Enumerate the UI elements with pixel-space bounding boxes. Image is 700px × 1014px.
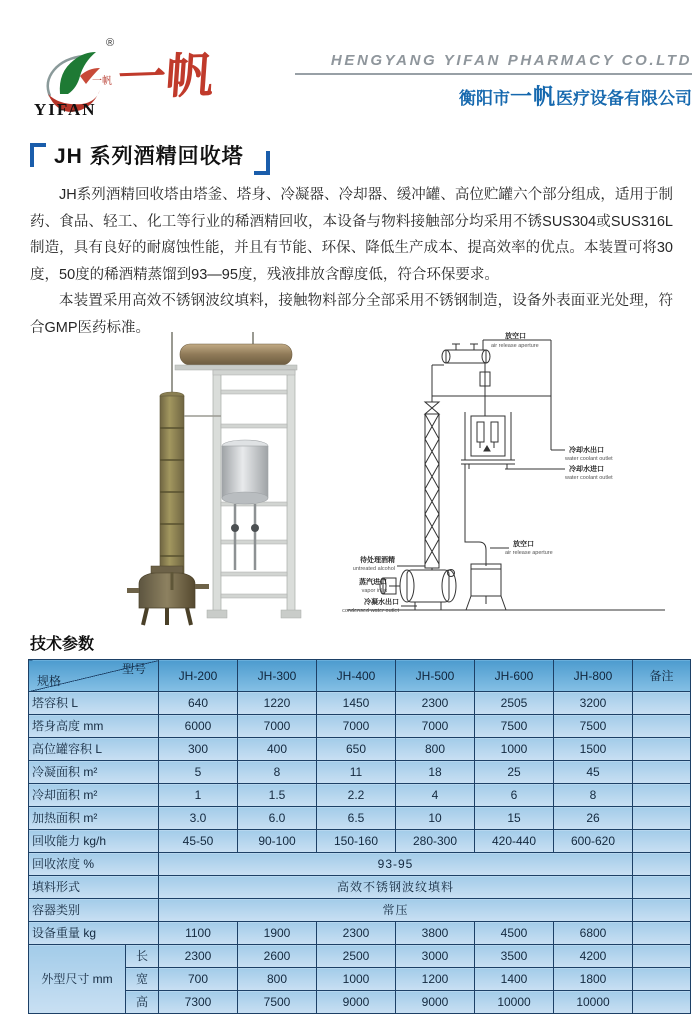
table-row [29,738,691,761]
remark-cell [633,922,691,945]
table-row [29,991,691,1014]
title-bracket-right-icon [254,151,270,175]
table-header-row [29,660,691,692]
spec-label: 填料形式 [29,876,159,899]
intro-paragraph-1: JH系列酒精回收塔由塔釜、塔身、冷凝器、冷却器、缓冲罐、高位贮罐六个部分组成，适用于制药、食品、轻工、化工等行业的稀酒精回收，本设备与物料接触部分均采用不锈SUS304或SUS316L制造，具有良好的耐腐蚀性能，并且有节能、环保、降低生产成本、提高效率的优点。本装置可将30度，50度的稀酒精蒸馏到93—95度，残液排放含醇度低，符合环保要求。 [30,187,673,283]
spec-value: 420-440 [475,830,554,853]
spec-value: 6800 [554,922,633,945]
spec-value: 2505 [475,692,554,715]
diagram-label-air-release-top-cn: 放空口 [505,333,526,340]
spec-value: 1450 [317,692,396,715]
spec-value: 7500 [475,715,554,738]
spec-value: 3200 [554,692,633,715]
page-title: JH 系列酒精回收塔 [54,145,244,168]
spec-value: 3500 [475,945,554,968]
remark-cell [633,968,691,991]
spec-value: 4500 [475,922,554,945]
spec-value: 650 [317,738,396,761]
spec-value: 2300 [317,922,396,945]
spec-value: 1.5 [238,784,317,807]
remark-cell [633,715,691,738]
spec-value: 600-620 [554,830,633,853]
spec-label: 塔容积 L [29,692,159,715]
spec-value: 1400 [475,968,554,991]
spec-value: 2.2 [317,784,396,807]
spec-value: 1 [159,784,238,807]
spec-value: 10000 [554,991,633,1014]
intro-text [30,182,673,341]
spec-value: 5 [159,761,238,784]
diagram-label-air-release-top-en: air release aperture [491,343,539,349]
diagram-label-condensed-cn: 冷凝水出口 [364,599,399,606]
brand-calligraphy: 一帆 [115,49,216,106]
model-header: JH-500 [396,660,475,692]
spec-value: 7500 [238,991,317,1014]
table-row [29,876,691,899]
title-bracket-left-icon [30,143,46,167]
spec-value: 6.0 [238,807,317,830]
spec-value: 8 [554,784,633,807]
spec-value: 150-160 [317,830,396,853]
spec-label: 塔身高度 mm [29,715,159,738]
diagram-label-water-outlet-en: water coolant outlet [565,456,613,462]
spec-value: 1800 [554,968,633,991]
spec-value: 4 [396,784,475,807]
intro-paragraph-2: 本装置采用高效不锈钢波纹填料，接触物料部分全部采用不锈钢制造，设备外表面亚光处理，符合GMP医药标准。 [30,293,673,336]
diagram-label-vapor-cn: 蒸汽进口 [359,579,387,586]
remark-cell [633,807,691,830]
spec-label: 回收浓度 % [29,853,159,876]
header-rule [295,73,692,75]
corner-model-label: 型号 [121,662,146,676]
remark-cell [633,692,691,715]
spec-label: 加热面积 m² [29,807,159,830]
dimension-sub-label: 高 [126,991,159,1014]
diagram-label-condensed-en: condensed water outlet [342,608,399,614]
spec-label: 设备重量 kg [29,922,159,945]
spec-label: 容器类别 [29,899,159,922]
spec-label: 冷凝面积 m² [29,761,159,784]
spec-value: 6000 [159,715,238,738]
company-name-en: HENGYANG YIFAN PHARMACY CO.LTD [330,52,692,69]
specs-table [28,659,691,1014]
model-header: JH-600 [475,660,554,692]
spec-value: 1000 [317,968,396,991]
dimension-label: 外型尺寸 mm [29,945,126,1014]
company-cn-prefix: 衡阳市 [458,89,510,108]
table-row [29,715,691,738]
section-title: 技术参数 [30,636,95,653]
remark-header: 备注 [633,660,691,692]
logo-mini-brand: 一帆 [92,76,112,87]
dimension-sub-label: 宽 [126,968,159,991]
title-block [30,140,270,176]
spec-value: 45-50 [159,830,238,853]
spec-value: 26 [554,807,633,830]
spec-value: 3.0 [159,807,238,830]
remark-cell [633,761,691,784]
spec-value: 8 [238,761,317,784]
spec-value: 800 [238,968,317,991]
page-header [0,0,700,130]
diagram-label-water-inlet-cn: 冷却水进口 [569,466,604,473]
spec-span-value: 高效不锈钢波纹填料 [159,876,633,899]
table-row [29,922,691,945]
table-row [29,899,691,922]
spec-value: 2300 [159,945,238,968]
diagram-label-vapor-en: vapor inlet [361,588,387,594]
remark-cell [633,991,691,1014]
model-header: JH-300 [238,660,317,692]
table-row [29,784,691,807]
spec-value: 1200 [396,968,475,991]
spec-value: 3800 [396,922,475,945]
remark-cell [633,784,691,807]
spec-value: 45 [554,761,633,784]
spec-label: 回收能力 kg/h [29,830,159,853]
spec-value: 700 [159,968,238,991]
diagram-label-air-release-right-en: air release aperture [505,550,553,556]
spec-value: 1220 [238,692,317,715]
diagram-label-air-release-right-cn: 放空口 [513,541,534,548]
remark-cell [633,853,691,876]
spec-value: 2300 [396,692,475,715]
spec-value: 15 [475,807,554,830]
spec-value: 7000 [317,715,396,738]
spec-value: 4200 [554,945,633,968]
spec-value: 1900 [238,922,317,945]
spec-value: 1500 [554,738,633,761]
spec-value: 10000 [475,991,554,1014]
model-header: JH-200 [159,660,238,692]
remark-cell [633,945,691,968]
table-row [29,807,691,830]
spec-value: 7000 [396,715,475,738]
equipment-photo [125,332,337,629]
spec-value: 10 [396,807,475,830]
table-row [29,761,691,784]
spec-value: 1000 [475,738,554,761]
model-header: JH-800 [554,660,633,692]
remark-cell [633,830,691,853]
spec-value: 7300 [159,991,238,1014]
diagram-label-water-inlet-en: water coolant outlet [565,475,613,481]
remark-cell [633,876,691,899]
spec-value: 6.5 [317,807,396,830]
process-diagram [333,328,698,630]
header-company-block [295,52,692,111]
spec-value: 18 [396,761,475,784]
spec-value: 9000 [317,991,396,1014]
spec-value: 400 [238,738,317,761]
spec-value: 90-100 [238,830,317,853]
spec-value: 11 [317,761,396,784]
diagram-label-untreated-en: untreated alcohol [352,566,395,572]
spec-value: 7000 [238,715,317,738]
company-cn-suffix: 医疗设备有限公司 [556,89,692,108]
remark-cell [633,738,691,761]
table-row [29,830,691,853]
spec-value: 800 [396,738,475,761]
table-row [29,945,691,968]
table-row [29,853,691,876]
spec-value: 640 [159,692,238,715]
spec-value: 9000 [396,991,475,1014]
company-cn-brand: 一帆 [509,84,556,109]
spec-value: 25 [475,761,554,784]
table-row [29,968,691,991]
spec-label: 冷却面积 m² [29,784,159,807]
spec-value: 1100 [159,922,238,945]
registered-mark: ® [106,37,115,49]
spec-label: 高位罐容积 L [29,738,159,761]
spec-value: 7500 [554,715,633,738]
corner-cell [29,660,159,692]
table-row [29,692,691,715]
remark-cell [633,899,691,922]
spec-value: 6 [475,784,554,807]
diagram-label-untreated-cn: 待处理酒精 [360,557,395,564]
logo-wordmark: YIFAN [34,100,97,119]
spec-value: 2500 [317,945,396,968]
spec-value: 300 [159,738,238,761]
spec-value: 280-300 [396,830,475,853]
corner-spec-label: 规格 [37,674,62,688]
company-name-cn [295,80,692,111]
spec-value: 2600 [238,945,317,968]
dimension-sub-label: 长 [126,945,159,968]
diagram-label-water-outlet-cn: 冷却水出口 [569,447,604,454]
model-header: JH-400 [317,660,396,692]
spec-span-value: 常压 [159,899,633,922]
spec-span-value: 93-95 [159,853,633,876]
spec-value: 3000 [396,945,475,968]
